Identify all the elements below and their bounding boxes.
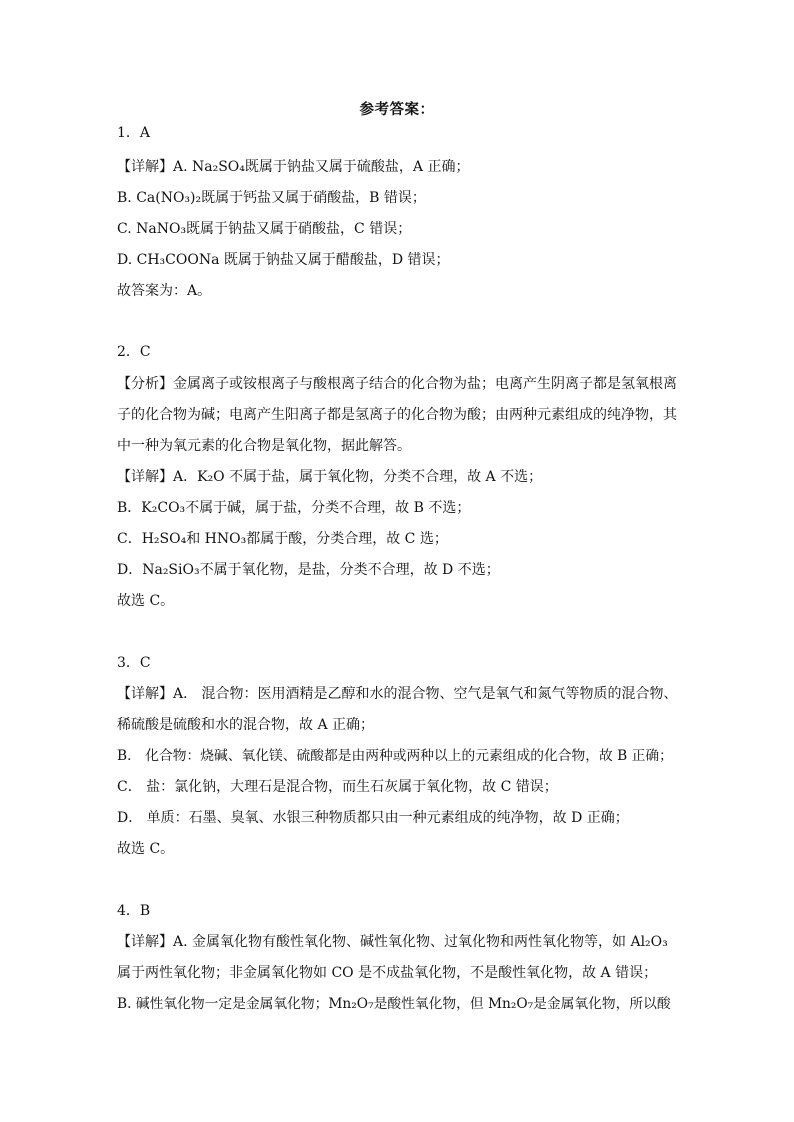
answer-number-1: 1．A <box>117 125 151 141</box>
text-line: C. NaNO₃既属于钠盐又属于硝酸盐，C 错误； <box>117 221 412 237</box>
text-line: B. Ca(NO₃)₂既属于钙盐又属于硝酸盐，B 错误； <box>117 190 426 206</box>
text-line: 【详解】A．K₂O 不属于盐，属于氧化物，分类不合理，故 A 不选； <box>117 469 543 485</box>
text-line: D． 单质：石墨、臭氧、水银三种物质都只由一种元素组成的纯净物，故 D 正确； <box>117 810 629 826</box>
text-line: C．H₂SO₄和 HNO₃都属于酸，分类合理，故 C 选； <box>117 531 448 547</box>
text-line: 故选 C。 <box>117 841 175 857</box>
page-title: 参考答案： <box>359 101 435 118</box>
text-line: 故答案为：A。 <box>117 283 212 299</box>
text-line: B. 碱性氧化物一定是金属氧化物；Mn₂O₇是酸性氧化物，但 Mn₂O₇是金属氧化物，所以酸 <box>117 996 671 1012</box>
text-line: 故选 C。 <box>117 593 175 609</box>
text-line: D. CH₃COONa 既属于钠盐又属于醋酸盐，D 错误； <box>117 252 450 268</box>
answer-number-3: 3．C <box>117 655 151 671</box>
text-line: D．Na₂SiO₃不属于氧化物，是盐，分类不合理，故 D 不选； <box>117 562 500 578</box>
text-line: 子的化合物为碱；电离产生阳离子都是氢离子的化合物为酸；由两种元素组成的纯净物，其 <box>117 407 677 423</box>
answer-number-4: 4．B <box>117 903 151 919</box>
text-line: 【详解】A． 混合物：医用酒精是乙醇和水的混合物、空气是氧气和氮气等物质的混合物、 <box>117 686 678 702</box>
text-line: 属于两性氧化物；非金属氧化物如 CO 是不成盐氧化物，不是酸性氧化物，故 A 错误； <box>117 965 658 981</box>
text-line: B． 化合物：烧碱、氧化镁、硫酸都是由两种或两种以上的元素组成的化合物，故 B 正确； <box>117 748 673 764</box>
text-line: 【分析】金属离子或铵根离子与酸根离子结合的化合物为盐；电离产生阴离子都是氢氧根离 <box>117 376 677 392</box>
text-line: 【详解】A. 金属氧化物有酸性氧化物、碱性氧化物、过氧化物和两性氧化物等，如 Al₂O₃ <box>117 934 668 950</box>
text-line: C． 盐：氯化钠，大理石是混合物，而生石灰属于氧化物，故 C 错误； <box>117 779 558 795</box>
text-line: 稀硫酸是硫酸和水的混合物，故 A 正确； <box>117 717 375 733</box>
text-line: B．K₂CO₃不属于碱，属于盐，分类不合理，故 B 不选； <box>117 500 471 516</box>
text-line: 中一种为氧元素的化合物是氧化物，据此解答。 <box>117 438 411 454</box>
answer-number-2: 2．C <box>117 344 151 360</box>
text-line: 【详解】A. Na₂SO₄既属于钠盐又属于硫酸盐，A 正确； <box>117 159 470 175</box>
